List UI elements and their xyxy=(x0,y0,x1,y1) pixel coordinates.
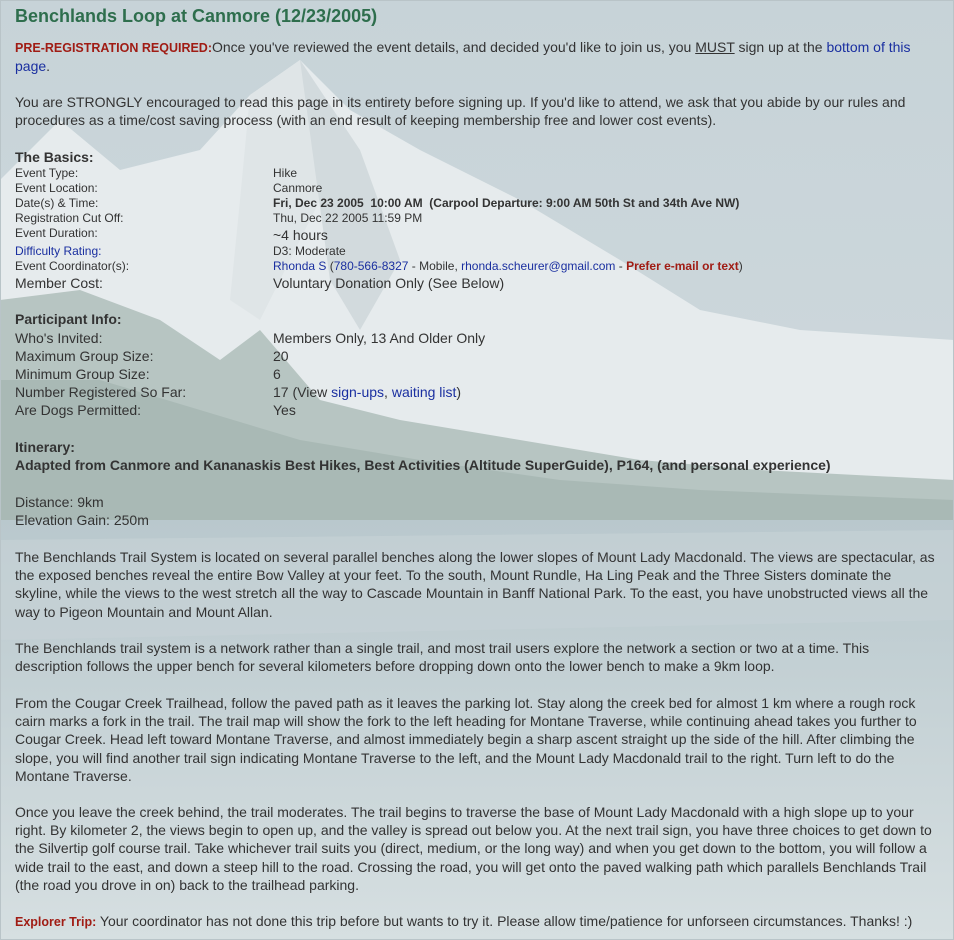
event-type-value: Hike xyxy=(273,166,298,180)
invited-label: Who's Invited: xyxy=(15,330,103,346)
preregistration-label: PRE-REGISTRATION REQUIRED: xyxy=(15,41,212,55)
event-date-value: Fri, Dec 23 2005 10:00 AM (Carpool Departure: 9:00 AM 50th St and 34th Ave NW) xyxy=(273,196,740,210)
explorer-trip-label: Explorer Trip: xyxy=(15,915,97,929)
preregistration-text: Once you've reviewed the event details, and decided you'd like to join us, you xyxy=(212,39,696,55)
coordinator-name-link[interactable]: Rhonda S xyxy=(273,259,327,273)
coordinator-label: Event Coordinator(s): xyxy=(15,259,130,273)
duration-value: ~4 hours xyxy=(273,227,328,243)
cutoff-label: Registration Cut Off: xyxy=(15,211,124,225)
preregistration-end: . xyxy=(46,58,51,75)
member-cost-label: Member Cost: xyxy=(15,275,103,291)
preregistration-text-after: sign up at the xyxy=(734,39,827,55)
min-group-value: 6 xyxy=(273,366,281,382)
waiting-list-link[interactable]: waiting list xyxy=(391,384,457,400)
itinerary-paragraph-3: From the Cougar Creek Trailhead, follow the paved path as it leaves the parking lot. Stay along the creek bed for almost 1 km where a rough rock cairn marks a fork in the trail. The trail map will show the fork to the left heading for Montane Traverse, while continuing ahead takes you further to Cougar Creek. Head left toward Montane Traverse, and almost immediately begin a sharp ascent straight up the side of the hill. After climbing the slope, you will find another trail sign indicating Montane Traverse to the left, and the Mount Lady Macdonald trail to the right. Turn left to do the Montane Traverse. xyxy=(15,695,917,784)
coordinator-mobile-text: - Mobile, xyxy=(408,259,462,273)
event-date-label: Date(s) & Time: xyxy=(15,196,99,210)
participant-heading: Participant Info: xyxy=(15,311,122,327)
basics-heading: The Basics: xyxy=(15,149,94,165)
max-group-value: 20 xyxy=(273,348,289,364)
invited-value: Members Only, 13 And Older Only xyxy=(273,330,486,346)
page-title: Benchlands Loop at Canmore (12/23/2005) xyxy=(15,6,378,26)
duration-label: Event Duration: xyxy=(15,226,98,240)
dogs-value: Yes xyxy=(273,402,296,418)
difficulty-rating-link[interactable]: Difficulty Rating: xyxy=(15,244,102,258)
registered-count: 17 xyxy=(273,384,289,400)
bottom-of-page-link[interactable]: bottom of this page xyxy=(15,39,911,75)
elevation-text: Elevation Gain: 250m xyxy=(15,512,149,528)
coordinator-email-link[interactable]: rhonda.scheurer@gmail.com xyxy=(461,259,616,273)
view-text: (View xyxy=(292,384,332,400)
itinerary-heading: Itinerary: xyxy=(15,439,75,455)
cutoff-value: Thu, Dec 22 2005 11:59 PM xyxy=(273,211,423,225)
event-location-value: Canmore xyxy=(273,181,323,195)
itinerary-paragraph-2: The Benchlands trail system is a network rather than a single trail, and most trail users explore the network a section or two at a time. This description follows the upper bench for several kilometers before dropping down onto the lower bench to make a 9km loop. xyxy=(15,640,870,675)
registered-label: Number Registered So Far: xyxy=(15,384,187,400)
member-cost-value: Voluntary Donation Only (See Below) xyxy=(273,275,505,291)
registered-value: 17 (View sign-ups, waiting list) xyxy=(273,384,462,400)
itinerary-paragraph-4: Once you leave the creek behind, the trail moderates. The trail begins to traverse the base of Mount Lady Macdonald with a high slope up to your right. By kilometer 2, the views begin to open up, and the valley is spread out below you. At the next trail sign, you have three choices to get down to the Silvertip golf course trail. Take whichever trail suits you (direct, medium, or the long way) and when you get down to the bottom, you will follow a wide trail to the east, and down a steep hill to the road. Crossing the road, you will get onto the paved walking path which parallels Benchlands Trail (the road you drove in on) back to the trailhead parking. xyxy=(15,804,932,893)
dogs-label: Are Dogs Permitted: xyxy=(15,402,142,418)
preregistration-notice xyxy=(15,38,935,75)
signups-link[interactable]: sign-ups xyxy=(331,384,385,400)
difficulty-value: D3: Moderate xyxy=(273,244,346,258)
event-location-label: Event Location: xyxy=(15,181,98,195)
distance-text: Distance: 9km xyxy=(15,494,104,510)
coordinator-phone-link[interactable]: 780-566-8327 xyxy=(333,259,409,273)
encouragement-paragraph: You are STRONGLY encouraged to read this page in its entirety before signing up. If you'd like to attend, we ask that you abide by our rules and procedures as a time/cost saving process (with an end result of keeping membership free and lower cost events). xyxy=(15,94,906,129)
must-text: MUST xyxy=(695,39,735,55)
coordinator-value: Rhonda S (780-566-8327 - Mobile, rhonda.scheurer@gmail.com - Prefer e-mail or text) xyxy=(273,259,743,273)
coordinator-preference: Prefer e-mail or text xyxy=(626,259,739,273)
explorer-trip-notice xyxy=(15,912,935,931)
itinerary-source: Adapted from Canmore and Kananaskis Best Hikes, Best Activities (Altitude SuperGuide), P164, (and personal experience) xyxy=(15,457,831,473)
max-group-label: Maximum Group Size: xyxy=(15,348,154,364)
explorer-trip-text: Your coordinator has not done this trip before but wants to try it. Please allow time/patience for unforseen circumstances. Thanks! :) xyxy=(96,913,913,929)
itinerary-paragraph-1: The Benchlands Trail System is located on several parallel benches along the lower slopes of Mount Lady Macdonald. The views are spectacular, as the exposed benches reveal the entire Bow Valley at your feet. To the south, Mount Rundle, Ha Ling Peak and the Three Sisters dominate the skyline, while the views to the west stretch all the way to Cascade Mountain in Banff National Park. To the east, you have unobstructed views all the way to Pigeon Mountain and Mount Allan. xyxy=(15,549,935,620)
event-type-label: Event Type: xyxy=(15,166,79,180)
min-group-label: Minimum Group Size: xyxy=(15,366,150,382)
